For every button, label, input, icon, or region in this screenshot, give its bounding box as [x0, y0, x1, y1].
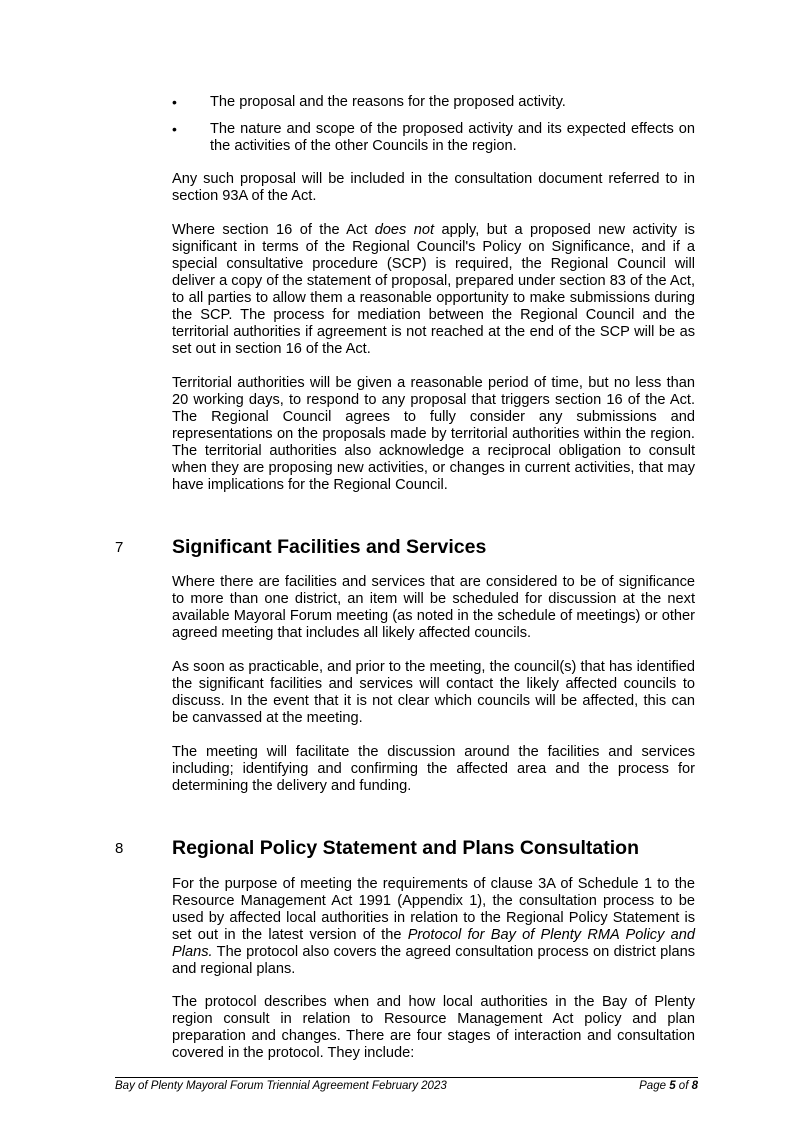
- section-7-paragraph: The meeting will facilitate the discussion around the facilities and services including; identifying and confirming the affected area and the process for determining the delivery and funding.: [172, 744, 695, 794]
- section-7-paragraph: As soon as practicable, and prior to the meeting, the council(s) that has identified the significant facilities and services will contact the likely affected councils to discuss. In the event that it is not clear which councils will be affected, this can be canvassed at the meeting.: [172, 659, 695, 726]
- paragraph-consultation-document: Any such proposal will be included in the consultation document referred to in section 93A of the Act.: [172, 171, 695, 204]
- section-8-heading: [115, 837, 715, 863]
- emphasis-protocol-title: Protocol for Bay of Plenty RMA Policy and Plans.: [172, 927, 695, 960]
- section-7-heading: [115, 536, 715, 562]
- section-title: Significant Facilities and Services: [172, 536, 487, 558]
- bullet-symbol: •: [172, 94, 177, 110]
- section-8-paragraph-stages: The protocol describes when and how local authorities in the Bay of Plenty region consult in relation to Resource Management Act policy and plan preparation and changes. There are four stages of interaction and consultation covered in the protocol. They include:: [172, 994, 695, 1061]
- section-number: 7: [115, 539, 124, 556]
- bullet-text: The nature and scope of the proposed activity and its expected effects on the activities of the other Councils in the region.: [210, 121, 695, 154]
- emphasis-does-not: does not: [374, 222, 435, 238]
- total-pages: 8: [691, 1080, 698, 1092]
- paragraph-territorial-authorities: Territorial authorities will be given a reasonable period of time, but no less than 20 working days, to respond to any proposal that triggers section 16 of the Act. The Regional Council agrees to fully consider any submissions and representations on the proposals made by territorial authorities within the region. The territorial authorities also acknowledge a reciprocal obligation to consult when they are proposing new activities, or changes in current activities, that may have implications for the Regional Council.: [172, 375, 695, 493]
- paragraph-section-16: Where section 16 of the Act does not apply, but a proposed new activity is significant in terms of the Regional Council's Policy on Significance, and if a special consultative procedure (SCP) is required, the Regional Council will deliver a copy of the statement of proposal, prepared under section 83 of the Act, to all parties to allow them a reasonable opportunity to make submissions during the SCP. The process for mediation between the Regional Council and the territorial authorities if agreement is not reached at the end of the SCP will be as set out in section 16 of the Act.: [172, 222, 695, 357]
- section-number: 8: [115, 840, 124, 857]
- footer-divider: [115, 1077, 698, 1078]
- footer-document-title: Bay of Plenty Mayoral Forum Triennial Agreement February 2023: [115, 1080, 447, 1092]
- section-8-paragraph-protocol: For the purpose of meeting the requirements of clause 3A of Schedule 1 to the Resource Management Act 1991 (Appendix 1), the consultation process to be used by affected local authorities in relation to the Regional Policy Statement is set out in the latest version of the Protocol for Bay of Plenty RMA Policy and Plans. The protocol also covers the agreed consultation process on district plans and regional plans.: [172, 876, 695, 977]
- section-7-paragraph: Where there are facilities and services that are considered to be of significance to more than one district, an item will be scheduled for discussion at the next available Mayoral Forum meeting (as noted in the schedule of meetings) or other agreed meeting that includes all likely affected councils.: [172, 574, 695, 641]
- bullet-symbol: •: [172, 121, 177, 137]
- footer-page-number: Page 5 of 8: [639, 1080, 698, 1092]
- current-page: 5: [669, 1080, 676, 1092]
- bullet-text: The proposal and the reasons for the proposed activity.: [210, 94, 566, 110]
- section-title: Regional Policy Statement and Plans Consultation: [172, 837, 639, 859]
